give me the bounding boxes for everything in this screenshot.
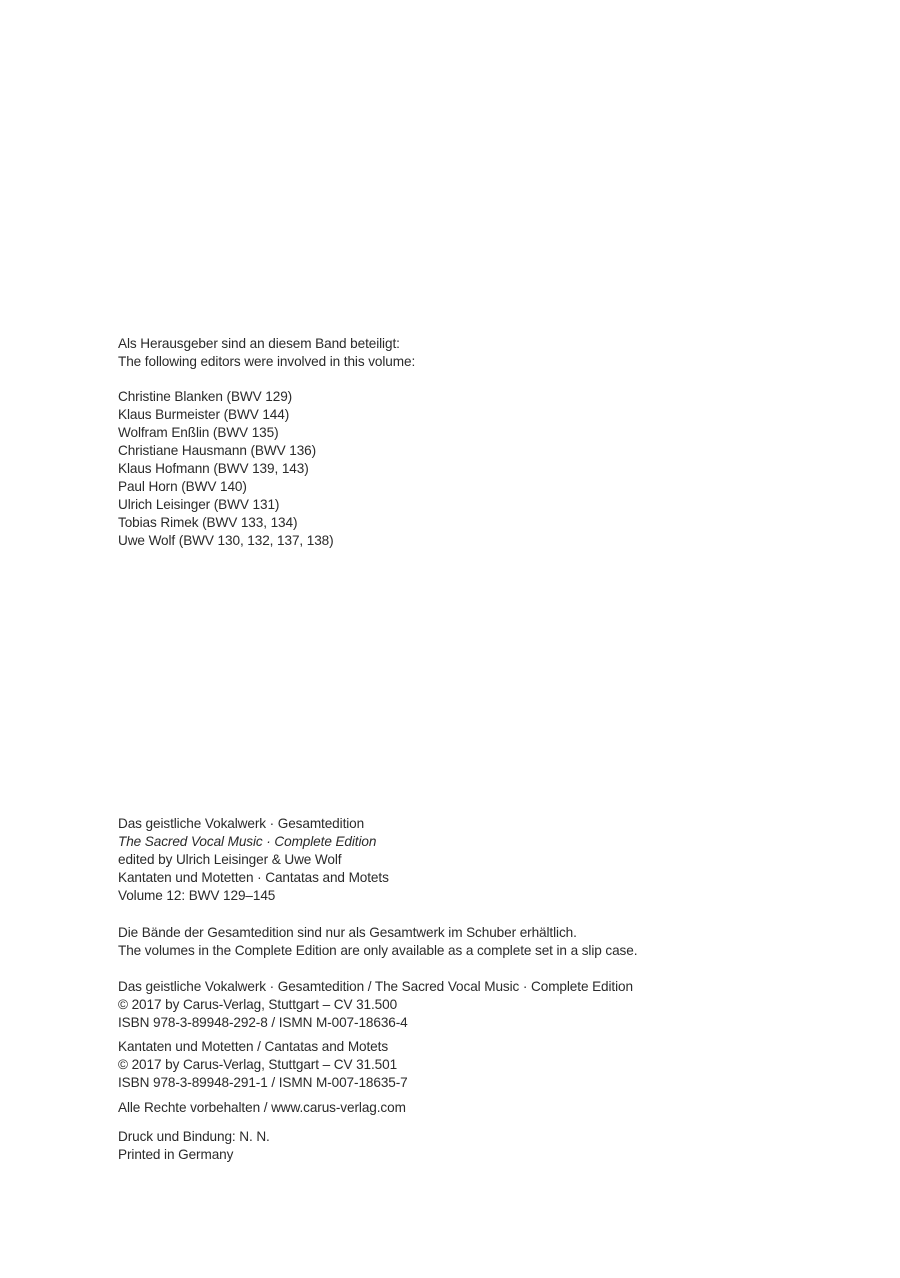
editor-item: Tobias Rimek (BWV 133, 134) xyxy=(118,515,298,530)
availability-en: The volumes in the Complete Edition are only available as a complete set in a slip case. xyxy=(118,943,638,958)
editors-intro-en: The following editors were involved in this volume: xyxy=(118,354,416,369)
series-title-de: Das geistliche Vokalwerk · Gesamtedition xyxy=(118,816,365,831)
set-copyright: © 2017 by Carus-Verlag, Stuttgart – CV 31.500 xyxy=(118,997,398,1012)
editor-item: Christine Blanken (BWV 129) xyxy=(118,389,293,404)
editors-list xyxy=(118,388,334,550)
editor-item: Ulrich Leisinger (BWV 131) xyxy=(118,497,280,512)
editor-item: Uwe Wolf (BWV 130, 132, 137, 138) xyxy=(118,533,334,548)
series-info xyxy=(118,815,389,905)
set-title: Das geistliche Vokalwerk · Gesamtedition / The Sacred Vocal Music · Complete Edition xyxy=(118,979,633,994)
print-binding: Druck und Bindung: N. N. xyxy=(118,1129,270,1144)
volume-imprint xyxy=(118,1038,408,1092)
series-subtitle: Kantaten und Motetten · Cantatas and Motets xyxy=(118,870,389,885)
volume-copyright: © 2017 by Carus-Verlag, Stuttgart – CV 31.501 xyxy=(118,1057,398,1072)
volume-isbn: ISBN 978-3-89948-291-1 / ISMN M-007-18635-7 xyxy=(118,1075,408,1090)
printing-info xyxy=(118,1128,270,1164)
series-edited-by: edited by Ulrich Leisinger & Uwe Wolf xyxy=(118,852,342,867)
volume-title: Kantaten und Motetten / Cantatas and Motets xyxy=(118,1039,389,1054)
printed-country: Printed in Germany xyxy=(118,1147,234,1162)
series-volume: Volume 12: BWV 129–145 xyxy=(118,888,276,903)
rights-text: Alle Rechte vorbehalten / www.carus-verlag.com xyxy=(118,1100,406,1115)
editors-intro-de: Als Herausgeber sind an diesem Band beteiligt: xyxy=(118,336,400,351)
editor-item: Wolfram Enßlin (BWV 135) xyxy=(118,425,279,440)
editor-item: Christiane Hausmann (BWV 136) xyxy=(118,443,317,458)
rights-notice xyxy=(118,1099,406,1117)
editor-item: Klaus Burmeister (BWV 144) xyxy=(118,407,290,422)
editor-item: Paul Horn (BWV 140) xyxy=(118,479,247,494)
availability-notice xyxy=(118,924,637,960)
set-isbn: ISBN 978-3-89948-292-8 / ISMN M-007-18636-4 xyxy=(118,1015,408,1030)
editors-intro xyxy=(118,335,415,371)
availability-de: Die Bände der Gesamtedition sind nur als Gesamtwerk im Schuber erhältlich. xyxy=(118,925,577,940)
set-imprint xyxy=(118,978,633,1032)
series-title-en: The Sacred Vocal Music · Complete Edition xyxy=(118,834,377,849)
editor-item: Klaus Hofmann (BWV 139, 143) xyxy=(118,461,309,476)
